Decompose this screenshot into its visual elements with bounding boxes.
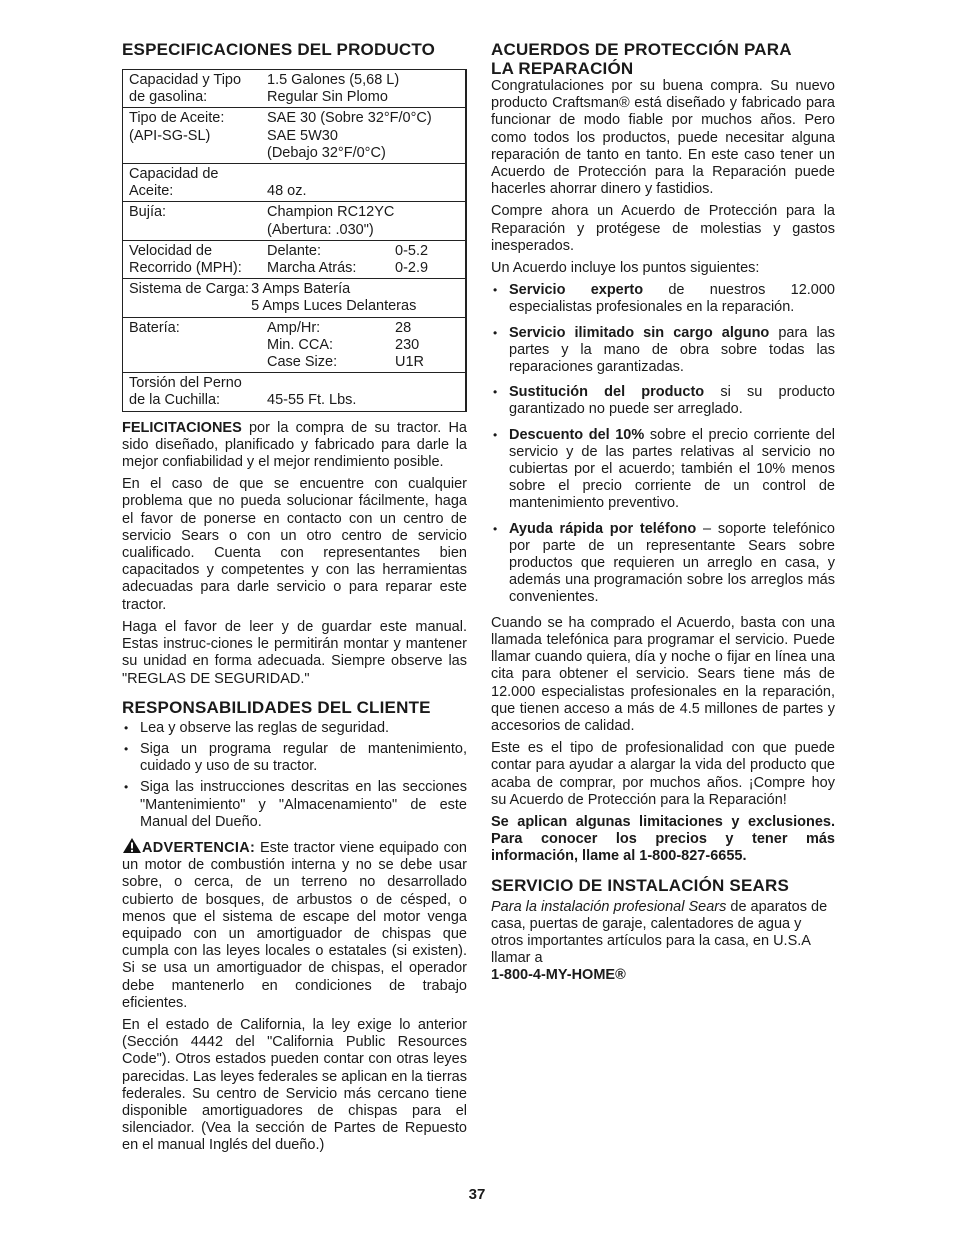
warning-label: ADVERTENCIA: xyxy=(142,839,256,856)
spec-row-spark-plug xyxy=(123,202,465,240)
spec-value: Delante: xyxy=(267,242,322,259)
spec-heading: ESPECIFICACIONES DEL PRODUCTO xyxy=(122,40,436,59)
spec-row-blade-torque xyxy=(123,373,465,410)
benefit-text: de nuestros 12.000 especialistas profesionales en la reparación. xyxy=(509,282,835,316)
installation-phone: 1-800-4-MY-HOME® xyxy=(491,967,626,984)
when-purchased-paragraph: Cuando se ha comprado el Acuerdo, basta con una llamada telefónica para programar el servicio. Puede llamar cuando quiera, día y noche o fijar en línea una cita para obtener el servicio. Sears tiene más de 12.000 especialistas profesionales en la reparación, que tienen acceso a más de 4.5 millones de partes y accesorios de calidad. xyxy=(491,614,835,734)
list-item xyxy=(491,282,835,316)
benefit-text: para las partes y la mano de obra sobre todas las reparaciones garantizadas. xyxy=(509,324,835,376)
benefit-lead: Servicio experto xyxy=(509,282,644,299)
benefit-text: – soporte telefónico por parte de un representante Sears sobre productos que requieren un arreglo en casa, y además una programación sobre los arreglos más convenientes. xyxy=(509,520,835,606)
benefit-lead: Sustitución del producto xyxy=(509,384,705,401)
buy-now-paragraph: Compre ahora un Acuerdo de Protección para la Reparación y protégese de molestias y gastos inesperados. xyxy=(491,203,835,254)
congratulations-paragraph xyxy=(122,420,467,472)
agreement-benefits-list xyxy=(491,282,835,606)
spec-row-speed xyxy=(123,241,465,279)
page-number: 37 xyxy=(468,1186,486,1203)
spec-row-oil-type xyxy=(123,108,465,164)
spec-value: 45-55 Ft. Lbs. xyxy=(267,392,357,409)
spec-value: Case Size: xyxy=(267,354,338,371)
benefit-lead: Servicio ilimitado sin cargo alguno xyxy=(509,324,770,341)
spec-value: 0-2.9 xyxy=(395,260,429,277)
spec-value: U1R xyxy=(395,354,425,371)
heading-line: LA REPARACIÓN xyxy=(491,59,634,78)
warning-text: Este tractor viene equipado con un motor de combustión interna y no se debe usar sobre, o cerca, de un terreno no desarrollado cubierto de bosques, de arbustos o de césped, o menos que el sistema de escape del motor venga equipado con un amortiguador de chispas que cumpla con las leyes locales o estatales (si existen). Si se usa un amortiguador de chispas, el operador debe mantenerlo en condiciones de trabajo eficientes. xyxy=(122,839,467,1011)
spec-value: 28 xyxy=(395,319,412,336)
warning-triangle-icon xyxy=(122,837,142,854)
spec-value: 48 oz. xyxy=(267,183,307,200)
spec-value: (Abertura: .030") xyxy=(267,221,374,238)
installation-service-heading: SERVICIO DE INSTALACIÓN SEARS xyxy=(491,875,789,895)
spec-value: Marcha Atrás: xyxy=(267,260,357,277)
spec-value: Min. CCA: xyxy=(267,336,334,353)
spec-row-oil-capacity xyxy=(123,164,465,202)
spec-value: 230 xyxy=(395,336,420,353)
service-paragraph: En el caso de que se encuentre con cualquier problema que no pueda solucionar fácilmente, haga el favor de ponerse en contacto con un centro de servicio Sears o con un otro centro de servicio cualificado. Cuenta con representantes bien capacitados y competentes y con las herramientas adecuadas para darle servicio o para reparar este tractor. xyxy=(122,476,467,613)
installation-paragraph xyxy=(491,899,835,985)
benefit-text: si su producto garantizado no puede ser arreglado. xyxy=(509,384,835,418)
spec-value: SAE 5W30 xyxy=(267,127,338,144)
warning-paragraph xyxy=(122,837,467,1012)
benefit-lead: Descuento del 10% xyxy=(509,426,645,443)
spec-value: 0-5.2 xyxy=(395,242,429,259)
spec-label: Capacidad de Aceite: xyxy=(129,166,219,200)
list-item: • Siga las instrucciones descritas en las secciones "Mantenimiento" y "Almacenamiento" de este Manual del Dueño. xyxy=(122,779,467,831)
spec-row-battery xyxy=(123,318,465,374)
list-item xyxy=(491,384,835,418)
spec-label: Torsión del Perno de la Cuchilla: xyxy=(129,375,242,409)
right-column xyxy=(491,40,835,990)
spec-label: Sistema de Carga: xyxy=(129,281,250,298)
includes-paragraph: Un Acuerdo incluye los puntos siguientes: xyxy=(491,260,760,277)
professionalism-paragraph: Este es el tipo de profesionalidad con que puede contar para ayudar a alargar la vida del producto que acaba de comprar, por muchos años. ¡Compre hoy su Acuerdo de Protección para la Reparación! xyxy=(491,740,835,808)
spec-table xyxy=(122,69,467,412)
spec-value: (Debajo 32°F/0°C) xyxy=(267,144,386,161)
spec-value: 5 Amps Luces Delanteras xyxy=(251,298,417,315)
list-item xyxy=(491,521,835,607)
spec-label: Tipo de Aceite: (API-SG-SL) xyxy=(129,110,225,144)
spec-value: SAE 30 (Sobre 32°F/0°C) xyxy=(267,110,432,127)
spec-value: Champion RC12YC xyxy=(267,204,395,221)
spec-label: Velocidad de Recorrido (MPH): xyxy=(129,242,242,277)
list-item xyxy=(491,427,835,513)
list-item: • Lea y observe las reglas de seguridad. xyxy=(122,720,467,737)
list-item xyxy=(491,325,835,377)
protection-agreement-heading xyxy=(491,40,835,78)
benefit-lead: Ayuda rápida por teléfono xyxy=(509,520,697,537)
spec-value: 3 Amps Batería xyxy=(251,281,351,298)
spec-label: Batería: xyxy=(129,319,180,336)
installation-italic: Para la instalación profesional Sears xyxy=(491,898,727,915)
list-item: • Siga un programa regular de mantenimiento, cuidado y uso de su tractor. xyxy=(122,741,467,775)
left-column xyxy=(122,40,467,1160)
congratulations-lead: FELICITACIONES xyxy=(122,419,242,436)
installation-text: de aparatos de casa, puertas de garaje, calentadores de agua y otros importantes artículos para la casa, en U.S.A llamar a xyxy=(491,898,828,967)
spec-value: 1.5 Galones (5,68 L) xyxy=(267,72,400,88)
spec-label: Bujía: xyxy=(129,204,167,221)
spec-row-charging xyxy=(123,279,465,317)
benefit-text: sobre el precio corriente del servicio y de las partes relativas al servicio no cubiertas por el acuerdo; también el 10% menos sobre el precio corriente de un control de mantenimiento preventivo. xyxy=(509,426,835,512)
responsibilities-heading: RESPONSABILIDADES DEL CLIENTE xyxy=(122,697,431,717)
spec-value: Amp/Hr: xyxy=(267,319,321,336)
congrat-paragraph: Congratulaciones por su buena compra. Su nuevo producto Craftsman® está diseñado y fabricado para funcionar de modo fiable por muchos años. Pero como todos los productos, puede necesitar alguna reparación de tanto en tanto. En este caso tener un Acuerdo de Protección para la Reparación puede hacerles ahorrar dinero y fastidios. xyxy=(491,78,835,198)
spec-label: Capacidad y Tipo de gasolina: xyxy=(129,72,242,106)
read-manual-paragraph: Haga el favor de leer y de guardar este manual. Estas instruc-ciones le permitirán montar y mantener su unidad en forma adecuada. Siempre observe las "REGLAS DE SEGURIDAD." xyxy=(122,618,467,687)
limitations-paragraph: Se aplican algunas limitaciones y exclusiones. Para conocer los precios y tener más información, llame al 1-800-827-6655. xyxy=(491,813,835,865)
california-paragraph: En el estado de California, la ley exige lo anterior (Sección 4442 del "California Public Resources Code"). Otros estados pueden contar con otras leyes parecidas. Las leyes federales se aplican en la tierras federales. Su centro de Servicio más cercano tiene disponible amortiguadores de chispas para el silenciador. (Vea la sección de Partes de Repuesto en el manual Inglés del dueño.) xyxy=(122,1016,467,1154)
heading-line: ACUERDOS DE PROTECCIÓN PARA xyxy=(491,40,792,59)
spec-value: Regular Sin Plomo xyxy=(267,89,388,106)
spec-row-fuel xyxy=(123,70,465,108)
congratulations-text: por la compra de su tractor. Ha sido diseñado, planificado y fabricado para darle la mejor confiabilidad y el mejor rendimiento posible. xyxy=(122,419,467,471)
responsibilities-list xyxy=(122,720,467,831)
